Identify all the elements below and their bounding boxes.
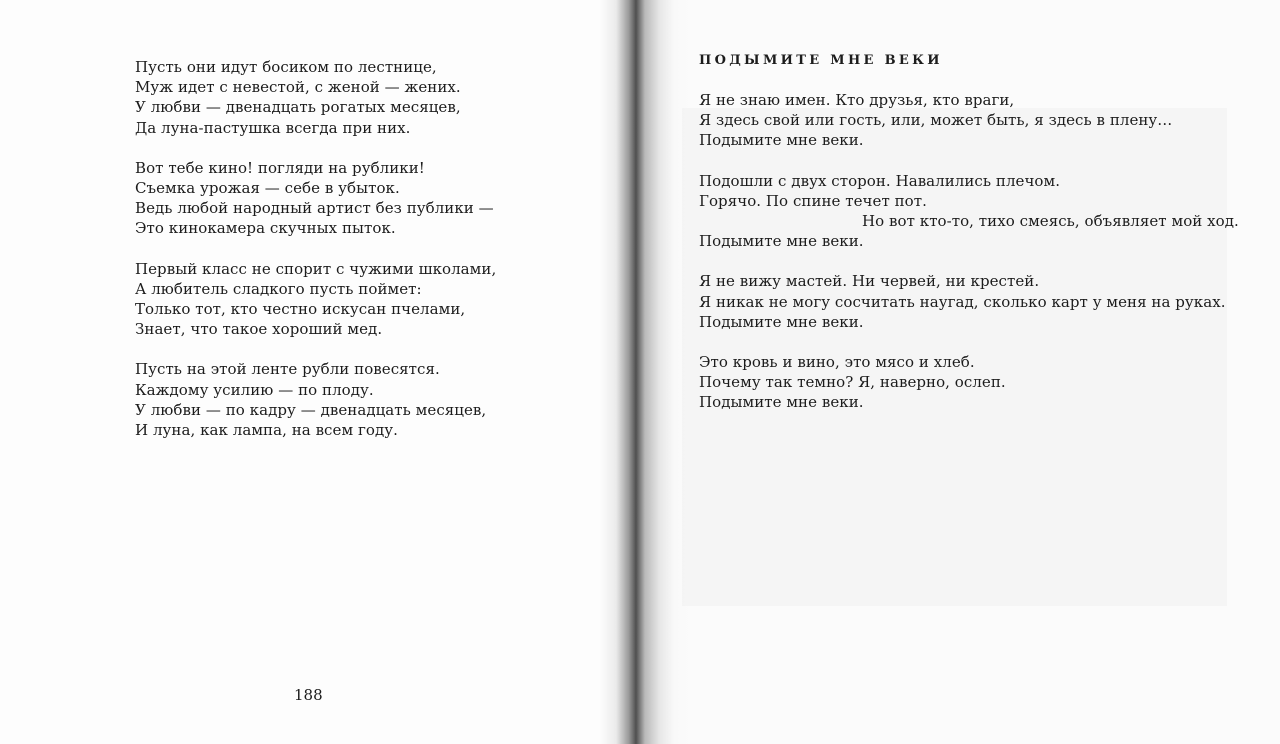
stanza xyxy=(699,90,1219,151)
poem-line: А любитель сладкого пусть поймет: xyxy=(135,279,422,298)
poem-line: У любви — по кадру — двенадцать месяцев, xyxy=(135,400,487,419)
stanza xyxy=(699,352,1219,413)
stanza xyxy=(135,359,495,440)
poem-line: Первый класс не спорит с чужими школами, xyxy=(135,259,497,278)
book-gutter-fold xyxy=(600,0,690,744)
poem-line: Это кинокамера скучных пыток. xyxy=(135,219,396,238)
stanza xyxy=(135,158,495,239)
poem-line: Каждому усилию — по плоду. xyxy=(135,380,374,399)
poem-line: Съемка урожая — себе в убыток. xyxy=(135,179,400,198)
poem-refrain: Подымите мне веки. xyxy=(699,131,864,150)
poem-line: Я здесь свой или гость, или, может быть, я здесь в плену… xyxy=(699,111,1173,130)
stanza xyxy=(135,259,495,340)
stanza xyxy=(135,57,495,138)
stanza xyxy=(699,271,1226,332)
poem-refrain: Подымите мне веки. xyxy=(699,232,864,251)
poem-line: Муж идет с невестой, с женой — жених. xyxy=(135,78,461,97)
poem-line: Знает, что такое хороший мед. xyxy=(135,320,383,339)
poem-line: Вот тебе кино! погляди на рублики! xyxy=(135,158,425,177)
poem-line: Это кровь и вино, это мясо и хлеб. xyxy=(699,353,975,372)
poem-line: Ведь любой народный артист без публики — xyxy=(135,199,494,218)
poem-line: Пусть на этой ленте рубли повесятся. xyxy=(135,360,440,379)
poem-refrain: Подымите мне веки. xyxy=(699,312,864,331)
right-poem xyxy=(699,90,1239,433)
page-number: 188 xyxy=(294,686,323,704)
poem-line-indented: Но вот кто-то, тихо смеясь, объявляет мой ход. xyxy=(862,212,1239,231)
poem-refrain: Подымите мне веки. xyxy=(699,393,864,412)
poem-line: Горячо. По спине течет пот. xyxy=(699,191,927,210)
poem-line: И луна, как лампа, на всем году. xyxy=(135,421,398,440)
poem-line: Я не вижу мастей. Ни червей, ни крестей. xyxy=(699,272,1040,291)
poem-line: Только тот, кто честно искусан пчелами, xyxy=(135,300,466,319)
poem-line: Пусть они идут босиком по лестнице, xyxy=(135,58,437,76)
poem-title: ПОДЫМИТЕ МНЕ ВЕКИ xyxy=(699,53,943,68)
poem-line: Подошли с двух сторон. Навалились плечом. xyxy=(699,171,1061,190)
poem-line: Почему так темно? Я, наверно, ослеп. xyxy=(699,373,1006,392)
poem-line: Я не знаю имен. Кто друзья, кто враги, xyxy=(699,91,1015,109)
stanza xyxy=(699,171,1239,252)
poem-line: Я никак не могу сосчитать наугад, сколько карт у меня на руках. xyxy=(699,292,1226,311)
left-poem xyxy=(135,57,495,460)
poem-line: У любви — двенадцать рогатых месяцев, xyxy=(135,98,461,117)
poem-line: Да луна-пастушка всегда при них. xyxy=(135,118,411,137)
